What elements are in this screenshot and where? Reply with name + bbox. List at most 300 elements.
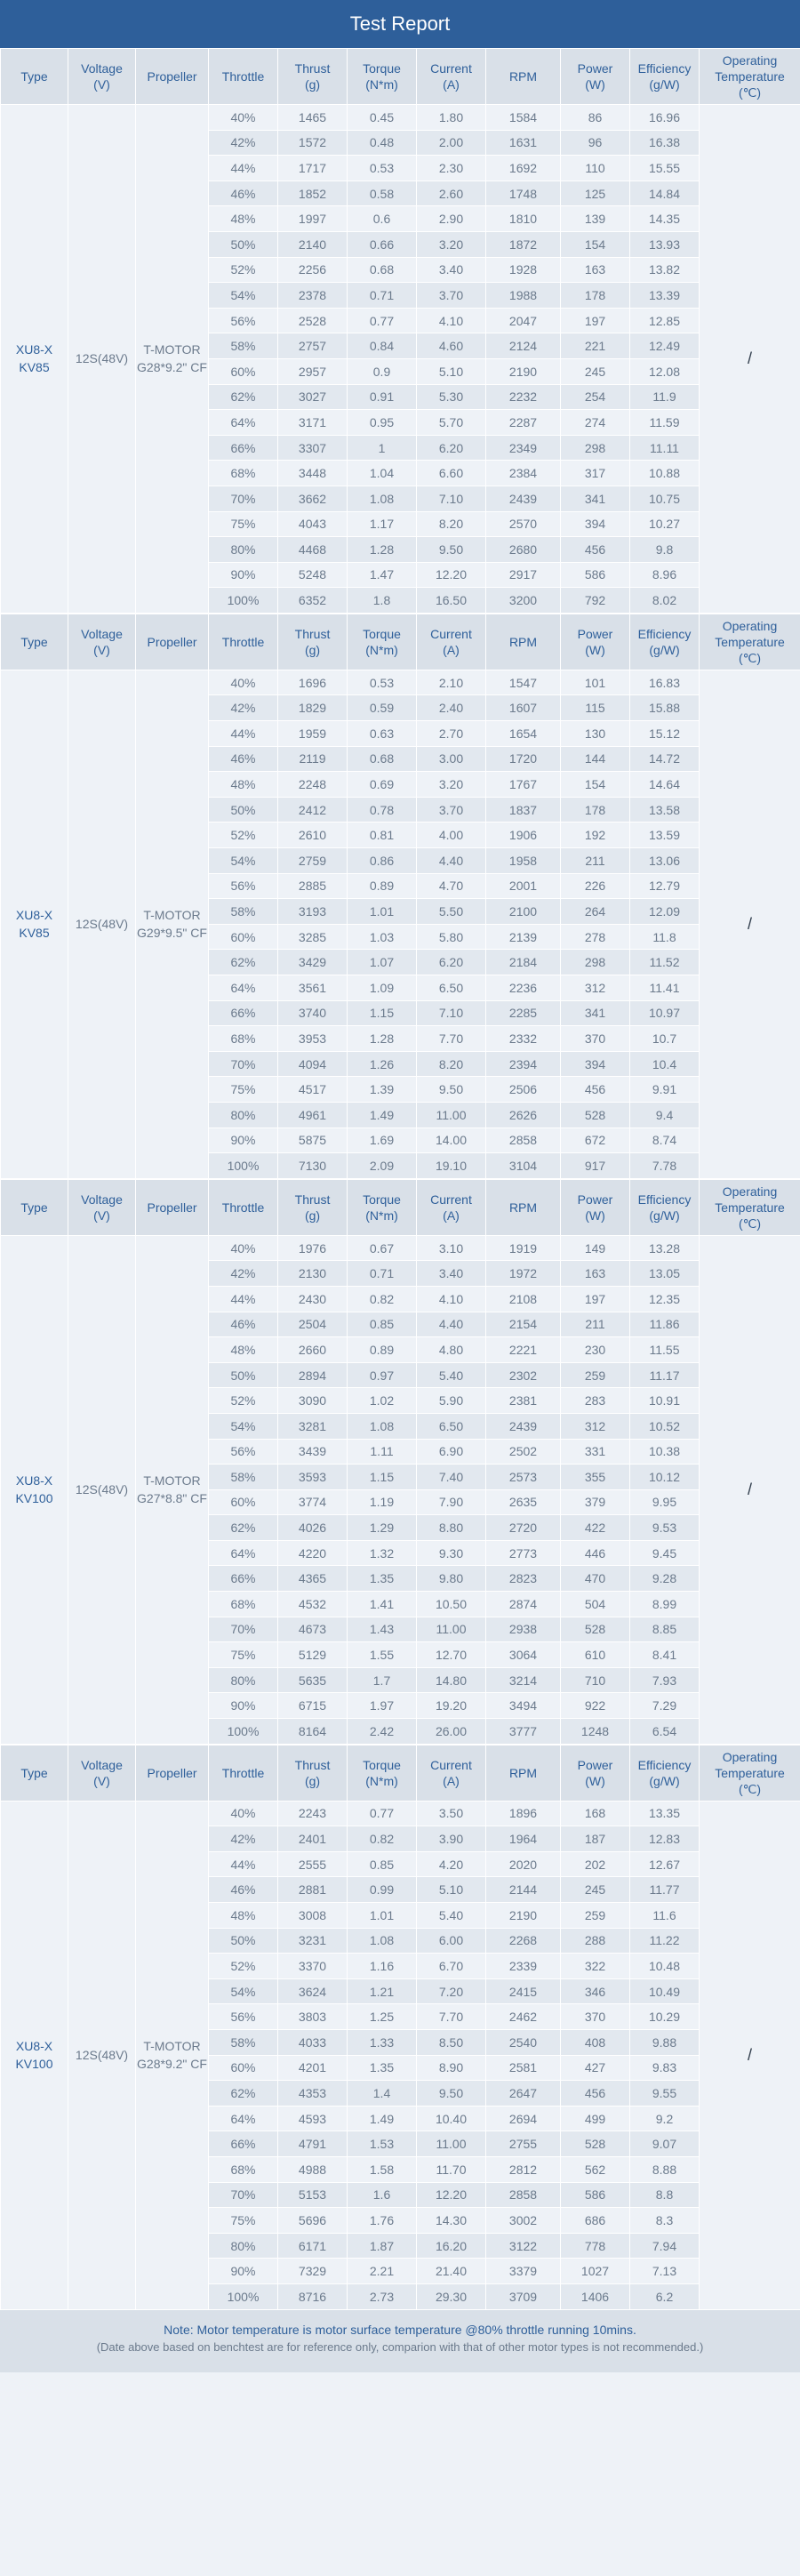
power-cell: 178 — [561, 797, 630, 823]
power-cell: 917 — [561, 1153, 630, 1179]
thrust-cell: 3561 — [278, 975, 348, 1001]
throttle-cell: 40% — [209, 1801, 278, 1826]
efficiency-cell: 9.88 — [630, 2029, 700, 2055]
throttle-cell: 58% — [209, 899, 278, 925]
table-header-row — [1, 614, 800, 670]
throttle-cell: 44% — [209, 1851, 278, 1877]
efficiency-cell: 15.88 — [630, 695, 700, 721]
thrust-cell: 2378 — [278, 283, 348, 309]
rpm-cell: 2381 — [486, 1388, 561, 1414]
torque-cell: 0.53 — [348, 670, 417, 695]
throttle-cell: 52% — [209, 823, 278, 848]
torque-cell: 0.84 — [348, 333, 417, 359]
report-footer — [0, 2310, 800, 2372]
power-cell: 125 — [561, 181, 630, 206]
thrust-cell: 3429 — [278, 950, 348, 975]
throttle-cell: 70% — [209, 1051, 278, 1077]
thrust-cell: 1852 — [278, 181, 348, 206]
rpm-cell: 2823 — [486, 1566, 561, 1592]
throttle-cell: 70% — [209, 486, 278, 511]
thrust-cell: 2757 — [278, 333, 348, 359]
throttle-cell: 62% — [209, 2081, 278, 2107]
efficiency-cell: 12.35 — [630, 1286, 700, 1312]
throttle-cell: 44% — [209, 721, 278, 747]
power-cell: 312 — [561, 975, 630, 1001]
efficiency-cell: 7.78 — [630, 1153, 700, 1179]
efficiency-cell: 10.75 — [630, 486, 700, 511]
current-cell: 6.50 — [417, 975, 486, 1001]
header-torque: Torque (N*m) — [348, 1745, 417, 1801]
current-cell: 5.10 — [417, 1877, 486, 1903]
efficiency-cell: 10.49 — [630, 1978, 700, 2004]
torque-cell: 1.8 — [348, 588, 417, 614]
torque-cell: 1.08 — [348, 1928, 417, 1954]
current-cell: 12.20 — [417, 2182, 486, 2208]
efficiency-cell: 16.38 — [630, 130, 700, 156]
header-current: Current (A) — [417, 1745, 486, 1801]
current-cell: 10.50 — [417, 1592, 486, 1617]
efficiency-cell: 12.49 — [630, 333, 700, 359]
torque-cell: 0.81 — [348, 823, 417, 848]
torque-cell: 0.67 — [348, 1235, 417, 1261]
throttle-cell: 90% — [209, 1128, 278, 1153]
throttle-cell: 42% — [209, 1261, 278, 1287]
thrust-cell: 5129 — [278, 1642, 348, 1668]
throttle-cell: 46% — [209, 746, 278, 772]
current-cell: 6.90 — [417, 1439, 486, 1465]
rpm-cell: 2755 — [486, 2131, 561, 2157]
report-tables — [0, 48, 800, 2310]
rpm-cell: 2720 — [486, 1515, 561, 1541]
current-cell: 8.80 — [417, 1515, 486, 1541]
header-voltage: Voltage (V) — [68, 49, 136, 105]
efficiency-cell: 13.39 — [630, 283, 700, 309]
current-cell: 10.40 — [417, 2106, 486, 2131]
thrust-cell: 1829 — [278, 695, 348, 721]
throttle-cell: 56% — [209, 2004, 278, 2030]
rpm-cell: 2302 — [486, 1362, 561, 1388]
thrust-cell: 2412 — [278, 797, 348, 823]
rpm-cell: 2124 — [486, 333, 561, 359]
power-cell: 274 — [561, 410, 630, 436]
efficiency-cell: 10.4 — [630, 1051, 700, 1077]
torque-cell: 1.58 — [348, 2156, 417, 2182]
header-power: Power (W) — [561, 614, 630, 670]
torque-cell: 1.35 — [348, 1566, 417, 1592]
efficiency-cell: 11.59 — [630, 410, 700, 436]
current-cell: 2.10 — [417, 670, 486, 695]
efficiency-cell: 9.45 — [630, 1540, 700, 1566]
power-cell: 322 — [561, 1954, 630, 1979]
power-cell: 427 — [561, 2055, 630, 2081]
current-cell: 5.40 — [417, 1362, 486, 1388]
rpm-cell: 2394 — [486, 1051, 561, 1077]
voltage-cell: 12S(48V) — [68, 1801, 136, 2309]
rpm-cell: 1692 — [486, 156, 561, 181]
thrust-cell: 4468 — [278, 537, 348, 563]
thrust-cell: 3624 — [278, 1978, 348, 2004]
thrust-cell: 2957 — [278, 358, 348, 384]
throttle-cell: 56% — [209, 873, 278, 899]
power-cell: 341 — [561, 1000, 630, 1026]
table-row — [1, 1235, 800, 1261]
rpm-cell: 2502 — [486, 1439, 561, 1465]
torque-cell: 1.15 — [348, 1465, 417, 1490]
throttle-cell: 58% — [209, 1465, 278, 1490]
thrust-cell: 6715 — [278, 1693, 348, 1719]
power-cell: 139 — [561, 206, 630, 232]
rpm-cell: 2236 — [486, 975, 561, 1001]
thrust-cell: 4026 — [278, 1515, 348, 1541]
power-cell: 168 — [561, 1801, 630, 1826]
torque-cell: 2.21 — [348, 2259, 417, 2284]
rpm-cell: 1988 — [486, 283, 561, 309]
power-cell: 528 — [561, 2131, 630, 2157]
motor-type-cell: XU8-X KV100 — [1, 1801, 68, 2309]
thrust-cell: 5635 — [278, 1667, 348, 1693]
current-cell: 3.40 — [417, 257, 486, 283]
efficiency-cell: 11.17 — [630, 1362, 700, 1388]
efficiency-cell: 11.41 — [630, 975, 700, 1001]
throttle-cell: 46% — [209, 1877, 278, 1903]
throttle-cell: 68% — [209, 461, 278, 486]
current-cell: 9.50 — [417, 2081, 486, 2107]
current-cell: 4.60 — [417, 333, 486, 359]
rpm-cell: 2339 — [486, 1954, 561, 1979]
thrust-cell: 2881 — [278, 1877, 348, 1903]
throttle-cell: 52% — [209, 257, 278, 283]
current-cell: 7.10 — [417, 486, 486, 511]
header-operating-temperature: Operating Temperature (℃) — [700, 1745, 800, 1801]
voltage-cell: 12S(48V) — [68, 1235, 136, 1744]
thrust-cell: 2759 — [278, 848, 348, 874]
efficiency-cell: 9.83 — [630, 2055, 700, 2081]
rpm-cell: 1958 — [486, 848, 561, 874]
torque-cell: 0.77 — [348, 1801, 417, 1826]
table-row — [1, 670, 800, 695]
thrust-cell: 3171 — [278, 410, 348, 436]
efficiency-cell: 10.27 — [630, 511, 700, 537]
power-cell: 1027 — [561, 2259, 630, 2284]
torque-cell: 1.97 — [348, 1693, 417, 1719]
current-cell: 3.50 — [417, 1801, 486, 1826]
motor-type-cell: XU8-X KV85 — [1, 105, 68, 614]
header-rpm: RPM — [486, 614, 561, 670]
torque-cell: 1 — [348, 435, 417, 461]
thrust-cell: 3008 — [278, 1903, 348, 1929]
report-title: Test Report — [0, 0, 800, 48]
efficiency-cell: 13.58 — [630, 797, 700, 823]
efficiency-cell: 12.08 — [630, 358, 700, 384]
rpm-cell: 3104 — [486, 1153, 561, 1179]
efficiency-cell: 11.11 — [630, 435, 700, 461]
torque-cell: 1.02 — [348, 1388, 417, 1414]
torque-cell: 0.53 — [348, 156, 417, 181]
power-cell: 101 — [561, 670, 630, 695]
power-cell: 456 — [561, 537, 630, 563]
power-cell: 144 — [561, 746, 630, 772]
torque-cell: 2.73 — [348, 2283, 417, 2309]
thrust-cell: 1572 — [278, 130, 348, 156]
rpm-cell: 3002 — [486, 2208, 561, 2234]
current-cell: 5.90 — [417, 1388, 486, 1414]
current-cell: 2.30 — [417, 156, 486, 181]
efficiency-cell: 10.97 — [630, 1000, 700, 1026]
rpm-cell: 2573 — [486, 1465, 561, 1490]
rpm-cell: 2858 — [486, 2182, 561, 2208]
table-header-row — [1, 1179, 800, 1235]
current-cell: 8.20 — [417, 511, 486, 537]
efficiency-cell: 11.22 — [630, 1928, 700, 1954]
power-cell: 226 — [561, 873, 630, 899]
throttle-cell: 64% — [209, 2106, 278, 2131]
throttle-cell: 70% — [209, 1617, 278, 1642]
current-cell: 7.90 — [417, 1489, 486, 1515]
thrust-cell: 4201 — [278, 2055, 348, 2081]
thrust-cell: 4033 — [278, 2029, 348, 2055]
table-header-row — [1, 1745, 800, 1801]
throttle-cell: 60% — [209, 1489, 278, 1515]
efficiency-cell: 10.12 — [630, 1465, 700, 1490]
throttle-cell: 68% — [209, 2156, 278, 2182]
current-cell: 3.90 — [417, 1826, 486, 1852]
torque-cell: 0.89 — [348, 873, 417, 899]
torque-cell: 1.09 — [348, 975, 417, 1001]
thrust-cell: 7329 — [278, 2259, 348, 2284]
rpm-cell: 1547 — [486, 670, 561, 695]
torque-cell: 0.9 — [348, 358, 417, 384]
thrust-cell: 4961 — [278, 1102, 348, 1128]
power-cell: 394 — [561, 511, 630, 537]
throttle-cell: 50% — [209, 1362, 278, 1388]
thrust-cell: 2243 — [278, 1801, 348, 1826]
operating-temperature-cell: / — [700, 105, 800, 614]
efficiency-cell: 8.99 — [630, 1592, 700, 1617]
power-cell: 792 — [561, 588, 630, 614]
torque-cell: 1.43 — [348, 1617, 417, 1642]
thrust-cell: 4043 — [278, 511, 348, 537]
current-cell: 4.70 — [417, 873, 486, 899]
rpm-cell: 2581 — [486, 2055, 561, 2081]
rpm-cell: 1919 — [486, 1235, 561, 1261]
throttle-cell: 54% — [209, 283, 278, 309]
efficiency-cell: 16.96 — [630, 105, 700, 131]
current-cell: 3.70 — [417, 797, 486, 823]
rpm-cell: 3122 — [486, 2233, 561, 2259]
efficiency-cell: 6.54 — [630, 1719, 700, 1745]
header-thrust: Thrust (g) — [278, 1179, 348, 1235]
header-throttle: Throttle — [209, 1179, 278, 1235]
thrust-cell: 4094 — [278, 1051, 348, 1077]
current-cell: 21.40 — [417, 2259, 486, 2284]
rpm-cell: 1872 — [486, 231, 561, 257]
throttle-cell: 90% — [209, 1693, 278, 1719]
power-cell: 470 — [561, 1566, 630, 1592]
torque-cell: 1.08 — [348, 486, 417, 511]
efficiency-cell: 8.3 — [630, 2208, 700, 2234]
rpm-cell: 2268 — [486, 1928, 561, 1954]
header-rpm: RPM — [486, 1745, 561, 1801]
throttle-cell: 90% — [209, 562, 278, 588]
throttle-cell: 54% — [209, 1413, 278, 1439]
footer-disclaimer: (Date above based on benchtest are for reference only, comparion with that of other motor types is not recommended.) — [96, 2339, 704, 2354]
throttle-cell: 50% — [209, 231, 278, 257]
thrust-cell: 1717 — [278, 156, 348, 181]
current-cell: 9.50 — [417, 537, 486, 563]
efficiency-cell: 13.06 — [630, 848, 700, 874]
throttle-cell: 64% — [209, 410, 278, 436]
header-current: Current (A) — [417, 49, 486, 105]
torque-cell: 1.04 — [348, 461, 417, 486]
efficiency-cell: 8.96 — [630, 562, 700, 588]
torque-cell: 0.63 — [348, 721, 417, 747]
throttle-cell: 80% — [209, 537, 278, 563]
rpm-cell: 2917 — [486, 562, 561, 588]
torque-cell: 1.01 — [348, 1903, 417, 1929]
header-power: Power (W) — [561, 49, 630, 105]
torque-cell: 1.49 — [348, 2106, 417, 2131]
header-torque: Torque (N*m) — [348, 49, 417, 105]
efficiency-cell: 13.05 — [630, 1261, 700, 1287]
header-operating-temperature: Operating Temperature (℃) — [700, 49, 800, 105]
power-cell: 178 — [561, 283, 630, 309]
power-cell: 163 — [561, 257, 630, 283]
throttle-cell: 52% — [209, 1954, 278, 1979]
torque-cell: 1.33 — [348, 2029, 417, 2055]
torque-cell: 1.08 — [348, 1413, 417, 1439]
current-cell: 3.10 — [417, 1235, 486, 1261]
rpm-cell: 2047 — [486, 308, 561, 333]
throttle-cell: 70% — [209, 2182, 278, 2208]
current-cell: 5.40 — [417, 1903, 486, 1929]
torque-cell: 0.45 — [348, 105, 417, 131]
current-cell: 26.00 — [417, 1719, 486, 1745]
efficiency-cell: 7.94 — [630, 2233, 700, 2259]
power-cell: 317 — [561, 461, 630, 486]
throttle-cell: 75% — [209, 1642, 278, 1668]
torque-cell: 0.68 — [348, 746, 417, 772]
torque-cell: 1.6 — [348, 2182, 417, 2208]
throttle-cell: 75% — [209, 1077, 278, 1103]
torque-cell: 0.66 — [348, 231, 417, 257]
efficiency-cell: 13.93 — [630, 231, 700, 257]
efficiency-cell: 13.28 — [630, 1235, 700, 1261]
power-cell: 197 — [561, 308, 630, 333]
header-operating-temperature: Operating Temperature (℃) — [700, 614, 800, 670]
thrust-cell: 4365 — [278, 1566, 348, 1592]
power-cell: 370 — [561, 1026, 630, 1052]
thrust-cell: 1997 — [278, 206, 348, 232]
thrust-cell: 2248 — [278, 772, 348, 798]
header-efficiency: Efficiency (g/W) — [630, 1179, 700, 1235]
torque-cell: 0.97 — [348, 1362, 417, 1388]
torque-cell: 0.91 — [348, 384, 417, 410]
current-cell: 6.20 — [417, 950, 486, 975]
power-cell: 278 — [561, 924, 630, 950]
header-throttle: Throttle — [209, 1745, 278, 1801]
throttle-cell: 66% — [209, 2131, 278, 2157]
power-cell: 187 — [561, 1826, 630, 1852]
rpm-cell: 3200 — [486, 588, 561, 614]
current-cell: 9.30 — [417, 1540, 486, 1566]
power-cell: 221 — [561, 333, 630, 359]
rpm-cell: 2190 — [486, 1903, 561, 1929]
thrust-cell: 1465 — [278, 105, 348, 131]
current-cell: 2.40 — [417, 695, 486, 721]
header-type: Type — [1, 614, 68, 670]
header-operating-temperature: Operating Temperature (℃) — [700, 1179, 800, 1235]
throttle-cell: 80% — [209, 1102, 278, 1128]
thrust-cell: 2528 — [278, 308, 348, 333]
efficiency-cell: 9.07 — [630, 2131, 700, 2157]
rpm-cell: 1906 — [486, 823, 561, 848]
efficiency-cell: 11.77 — [630, 1877, 700, 1903]
efficiency-cell: 11.8 — [630, 924, 700, 950]
header-efficiency: Efficiency (g/W) — [630, 1745, 700, 1801]
current-cell: 6.00 — [417, 1928, 486, 1954]
header-torque: Torque (N*m) — [348, 614, 417, 670]
throttle-cell: 66% — [209, 1566, 278, 1592]
rpm-cell: 2858 — [486, 1128, 561, 1153]
efficiency-cell: 8.41 — [630, 1642, 700, 1668]
efficiency-cell: 9.2 — [630, 2106, 700, 2131]
power-cell: 341 — [561, 486, 630, 511]
power-cell: 211 — [561, 848, 630, 874]
rpm-cell: 3777 — [486, 1719, 561, 1745]
thrust-cell: 1959 — [278, 721, 348, 747]
efficiency-cell: 9.28 — [630, 1566, 700, 1592]
thrust-cell: 3439 — [278, 1439, 348, 1465]
efficiency-cell: 10.7 — [630, 1026, 700, 1052]
power-cell: 130 — [561, 721, 630, 747]
current-cell: 9.80 — [417, 1566, 486, 1592]
header-type: Type — [1, 1745, 68, 1801]
torque-cell: 0.86 — [348, 848, 417, 874]
efficiency-cell: 10.29 — [630, 2004, 700, 2030]
power-cell: 710 — [561, 1667, 630, 1693]
efficiency-cell: 13.35 — [630, 1801, 700, 1826]
efficiency-cell: 7.13 — [630, 2259, 700, 2284]
current-cell: 14.80 — [417, 1667, 486, 1693]
efficiency-cell: 11.55 — [630, 1337, 700, 1363]
torque-cell: 0.77 — [348, 308, 417, 333]
rpm-cell: 1607 — [486, 695, 561, 721]
rpm-cell: 2938 — [486, 1617, 561, 1642]
current-cell: 8.90 — [417, 2055, 486, 2081]
rpm-cell: 1972 — [486, 1261, 561, 1287]
thrust-cell: 5153 — [278, 2182, 348, 2208]
header-torque: Torque (N*m) — [348, 1179, 417, 1235]
current-cell: 11.00 — [417, 1617, 486, 1642]
efficiency-cell: 9.8 — [630, 537, 700, 563]
current-cell: 5.30 — [417, 384, 486, 410]
throttle-cell: 44% — [209, 156, 278, 181]
current-cell: 3.40 — [417, 1261, 486, 1287]
throttle-cell: 60% — [209, 2055, 278, 2081]
power-cell: 149 — [561, 1235, 630, 1261]
efficiency-cell: 12.09 — [630, 899, 700, 925]
power-cell: 610 — [561, 1642, 630, 1668]
rpm-cell: 1964 — [486, 1826, 561, 1852]
rpm-cell: 3709 — [486, 2283, 561, 2309]
torque-cell: 1.29 — [348, 1515, 417, 1541]
rpm-cell: 2626 — [486, 1102, 561, 1128]
torque-cell: 1.19 — [348, 1489, 417, 1515]
torque-cell: 1.49 — [348, 1102, 417, 1128]
current-cell: 3.00 — [417, 746, 486, 772]
efficiency-cell: 9.95 — [630, 1489, 700, 1515]
efficiency-cell: 13.82 — [630, 257, 700, 283]
